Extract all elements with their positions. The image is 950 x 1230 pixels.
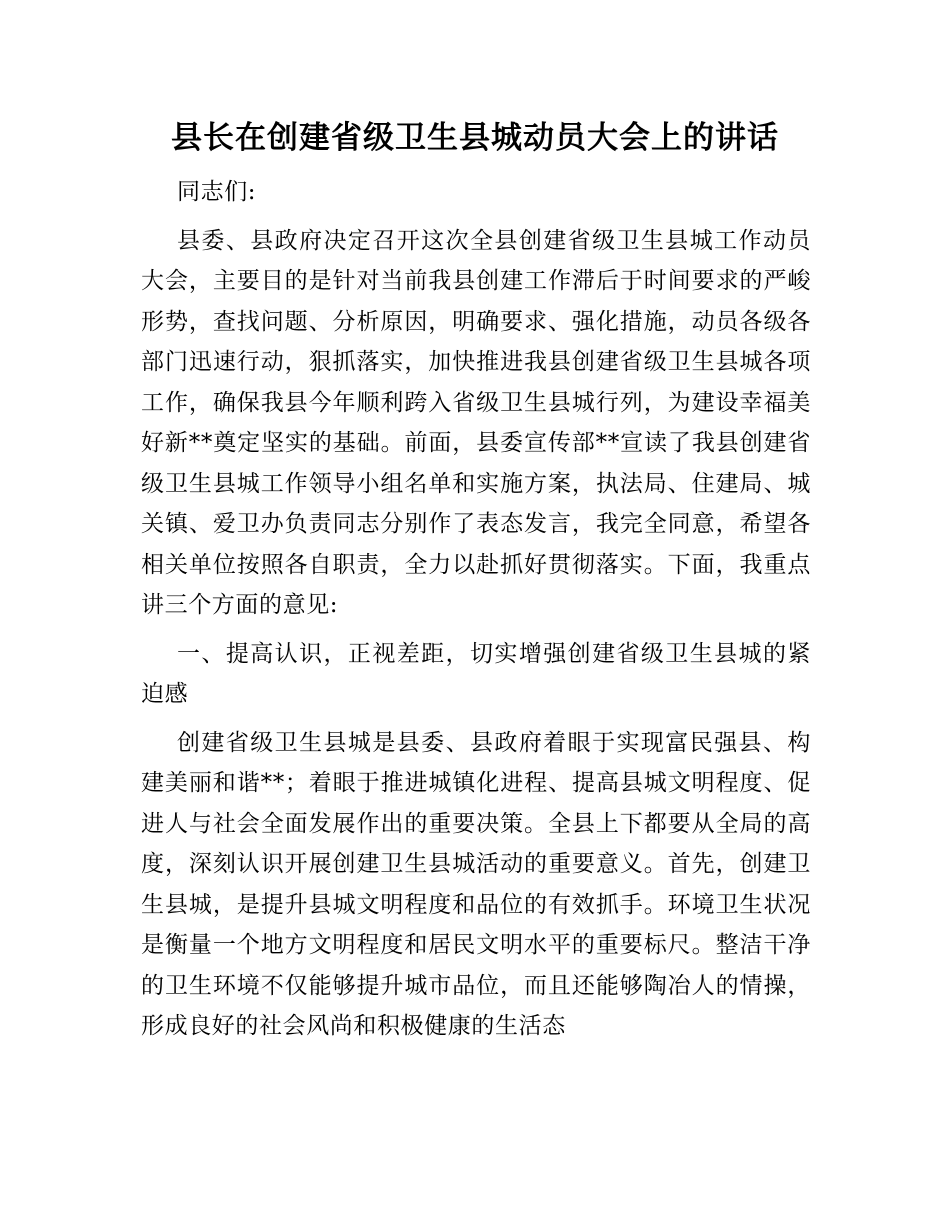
salutation-paragraph: 同志们:: [177, 179, 257, 205]
section-1-paragraph: 创建省级卫生县城是县委、县政府着眼于实现富民强县、构建美丽和谐**；着眼于推进城镇化进程、提高县城文明程度、促进人与社会全面发展作出的重要决策。全县上下都要从全局的高度，深刻认识开展创建卫生县城活动的重要意义。首先，创建卫生县城，是提升县城文明程度和品位的有效抓手。环境卫生状况是衡量一个地方文明程度和居民文明水平的重要标尺。整洁干净的卫生环境不仅能够提升城市品位，而且还能够陶冶人的情操，形成良好的社会风尚和积极健康的生活态: [141, 729, 811, 1039]
section-heading-1: 一、提高认识，正视差距，切实增强创建省级卫生县城的紧迫感: [141, 640, 811, 707]
document-body: [141, 172, 811, 1047]
intro-paragraph: 县委、县政府决定召开这次全县创建省级卫生县城工作动员大会，主要目的是针对当前我县创建工作滞后于时间要求的严峻形势，查找问题、分析原因，明确要求、强化措施，动员各级各部门迅速行动，狠抓落实，加快推进我县创建省级卫生县城各项工作，确保我县今年顺利跨入省级卫生县城行列，为建设幸福美好新**奠定坚实的基础。前面，县委宣传部**宣读了我县创建省级卫生县城工作领导小组名单和实施方案，执法局、住建局、城关镇、爱卫办负责同志分别作了表态发言，我完全同意，希望各相关单位按照各自职责，全力以赴抓好贯彻落实。下面，我重点讲三个方面的意见:: [141, 227, 811, 618]
document-title: 县长在创建省级卫生县城动员大会上的讲话: [171, 120, 779, 156]
